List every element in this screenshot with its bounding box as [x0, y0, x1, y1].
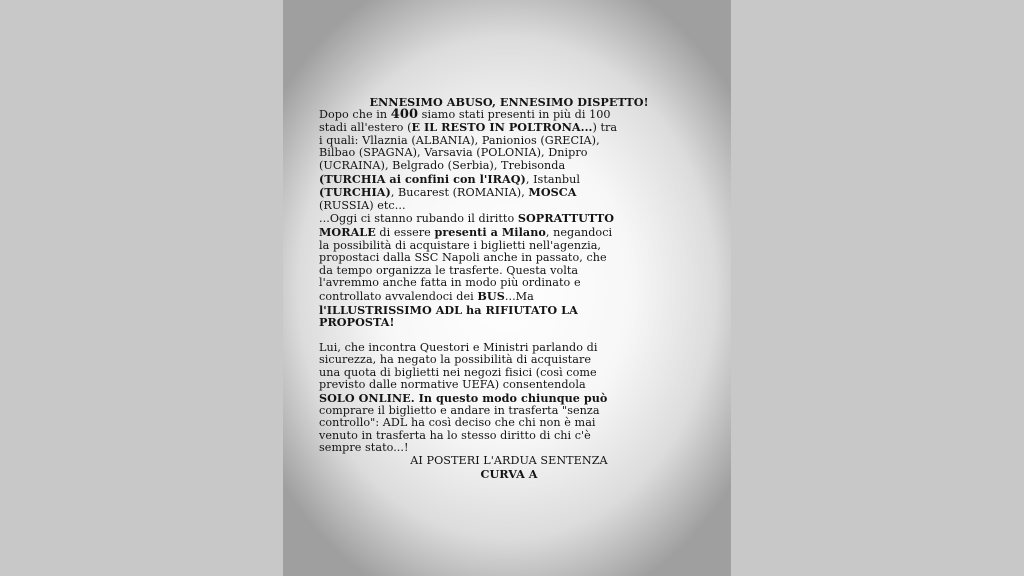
text-line: controllo": ADL ha così deciso che chi non è mai: [319, 416, 596, 430]
text-line: stadi all'estero (E IL RESTO IN POLTRONA...) tra: [319, 120, 618, 135]
text-line: previsto dalle normative UEFA) consentendola: [319, 378, 586, 392]
text-line: l'avremmo anche fatta in modo più ordinato e: [319, 276, 581, 290]
text-line: Bilbao (SPAGNA), Varsavia (POLONIA), Dnipro: [319, 146, 588, 160]
text-line: l'ILLUSTRISSIMO ADL ha RIFIUTATO LA: [319, 302, 578, 317]
text-line: SOLO ONLINE. In questo modo chiunque può: [319, 391, 608, 406]
paper-sheet: [283, 0, 731, 576]
text-line: (TURCHIA ai confini con l'IRAQ), Istanbul: [319, 171, 580, 186]
text-line: (RUSSIA) etc...: [319, 198, 406, 212]
text-line: Dopo che in 400 siamo stati presenti in più di 100: [319, 106, 611, 122]
text-line: controllato avvalendoci dei BUS...Ma: [319, 288, 534, 303]
text-line: i quali: Vllaznia (ALBANIA), Panionios (GRECIA),: [319, 133, 600, 147]
paragraph-1: [319, 106, 699, 213]
text-line: Lui, che incontra Questori e Ministri parlando di: [319, 340, 598, 354]
signature: CURVA A: [480, 466, 538, 481]
text-line: comprare il biglietto e andare in trasferta "senza: [319, 403, 600, 417]
text-line: propostaci dalla SSC Napoli anche in passato, che: [319, 251, 607, 265]
text-line: la possibilità di acquistare i biglietti nell'agenzia,: [319, 238, 602, 252]
paragraph-gap: [319, 329, 699, 342]
text-line: una quota di biglietti nei negozi fisici (così come: [319, 365, 597, 379]
statement-title: ENNESIMO ABUSO, ENNESIMO DISPETTO!: [369, 95, 649, 109]
text-line: sicurezza, ha negato la possibilità di acquistare: [319, 353, 592, 367]
text-line: da tempo organizza le trasferte. Questa volta: [319, 263, 579, 277]
statement-text: [319, 96, 699, 480]
text-line: sempre stato...!: [319, 441, 409, 455]
text-line: PROPOSTA!: [319, 315, 395, 330]
text-line: ...Oggi ci stanno rubando il diritto SOPRATTUTTO: [319, 211, 615, 226]
text-line: MORALE di essere presenti a Milano, negandoci: [319, 224, 613, 239]
paragraph-2: [319, 212, 699, 328]
paragraph-3: [319, 342, 699, 455]
text-line: (TURCHIA), Bucarest (ROMANIA), MOSCA: [319, 185, 577, 200]
text-line: venuto in trasferta ha lo stesso diritto di chi c'è: [319, 428, 591, 442]
closing-line: AI POSTERI L'ARDUA SENTENZA: [410, 454, 608, 468]
text-line: (UCRAINA), Belgrado (Serbia), Trebisonda: [319, 158, 566, 172]
